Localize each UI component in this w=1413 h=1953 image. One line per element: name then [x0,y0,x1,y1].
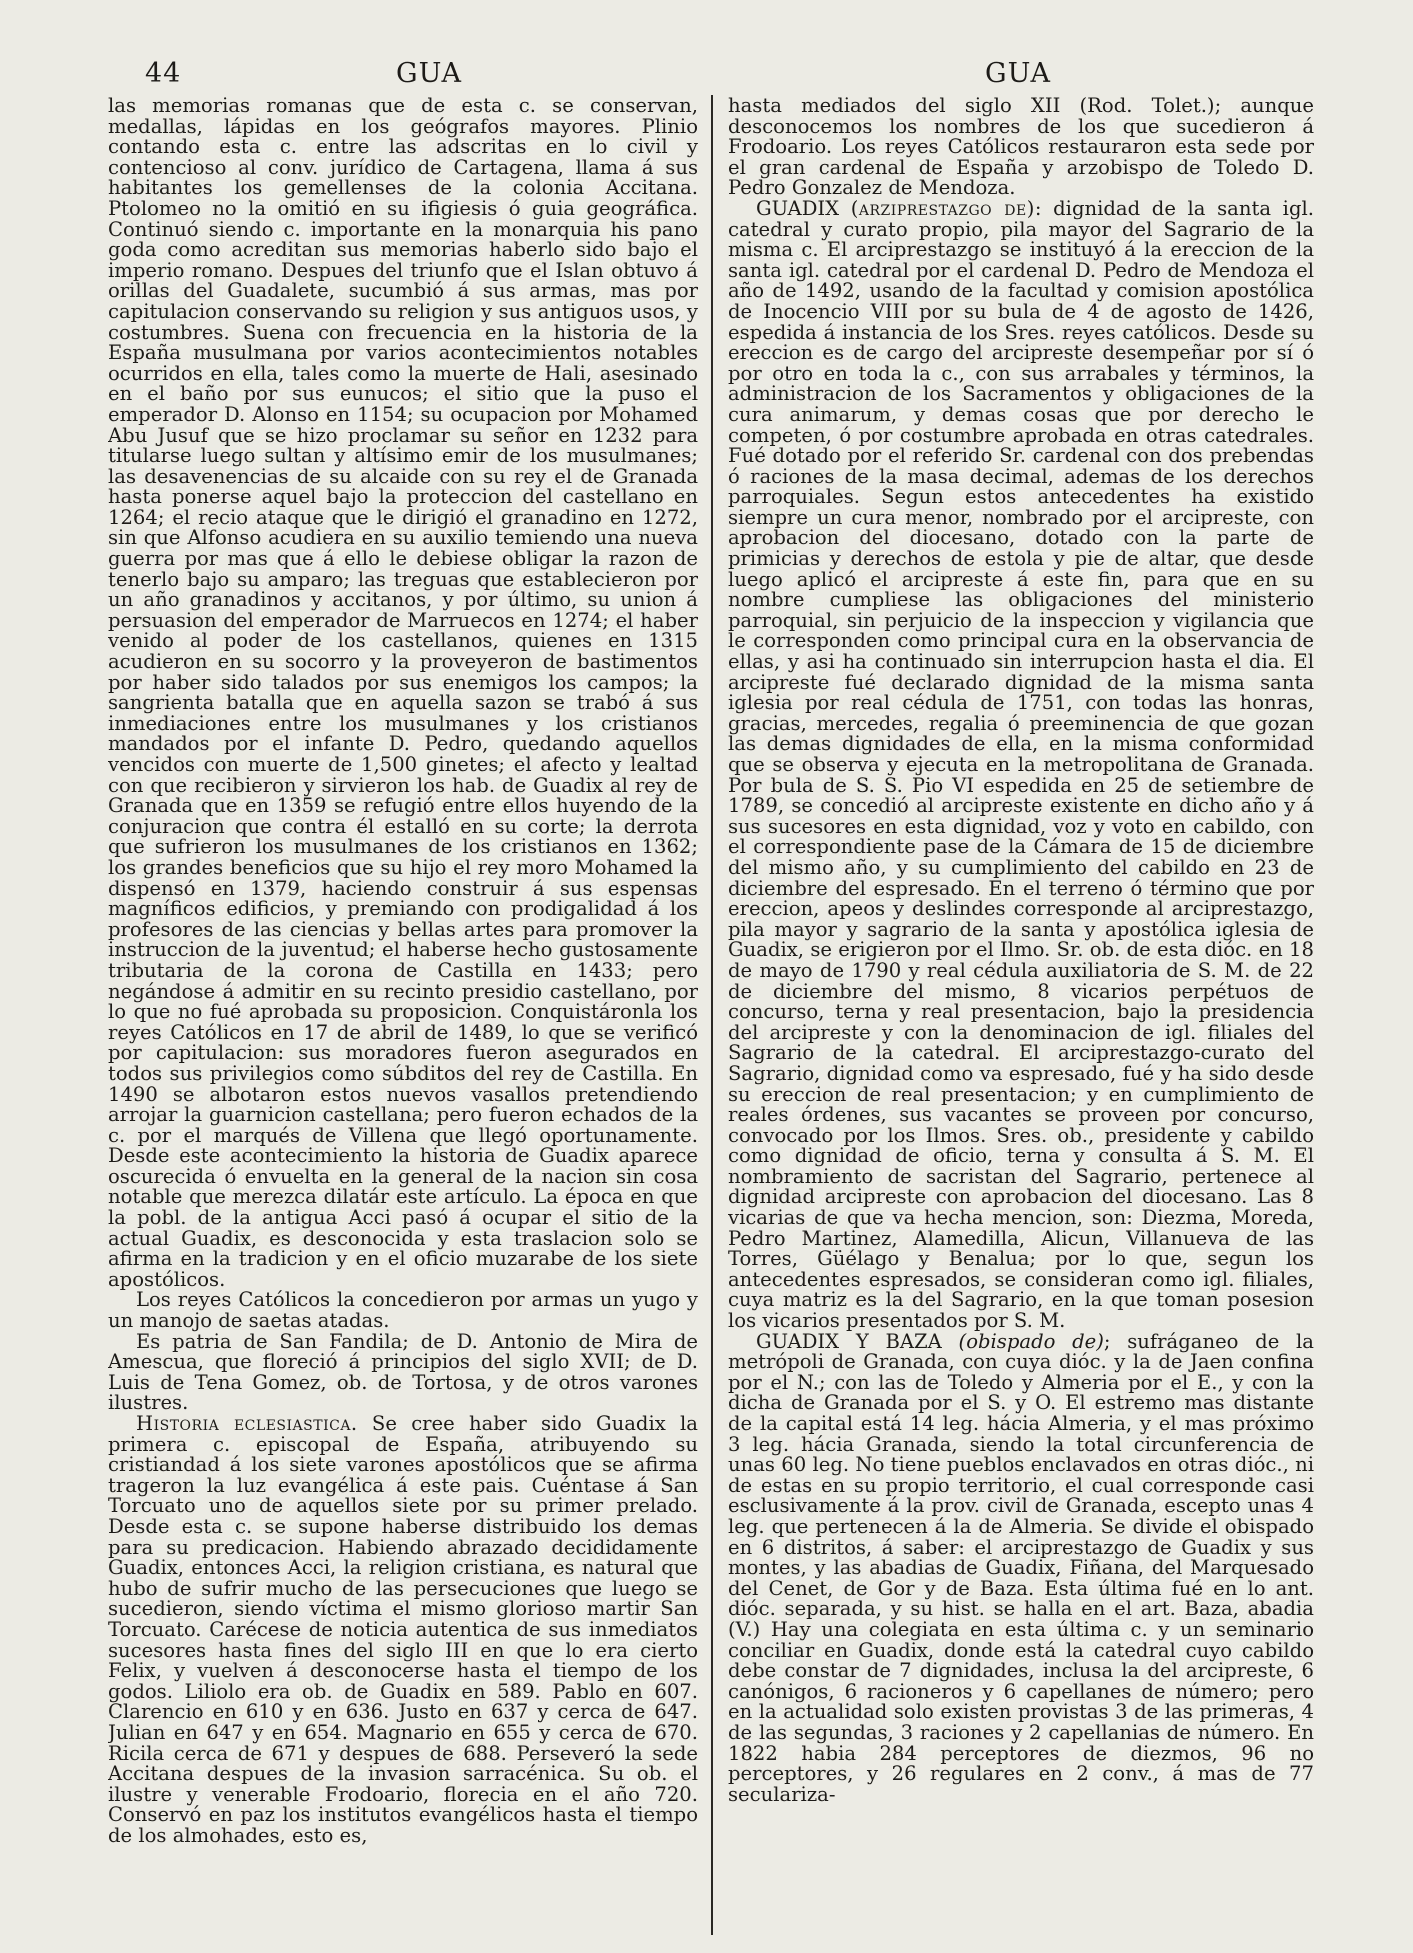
left-column [108,96,698,1936]
left-paragraph-notables: Es patria de San Fandila; de D. Antonio de Mira de Amescua, que floreció á principios del siglo XVII; de D. Luis de Tena Gomez, ob. de Tortosa, y de otros varones ilustres. [108,1329,698,1415]
entry-guadix-y-baza [728,1329,1314,1806]
entry-subhead: (arziprestazgo de) [850,196,1035,220]
entry-guadix-arciprestazgo [728,196,1314,1333]
entry-subhead: (obispado de) [958,1329,1104,1353]
right-column [728,96,1314,1936]
left-paragraph-arms: Los reyes Católicos la concedieron por armas un yugo y un manojo de saetas atadas. [108,1288,698,1333]
running-head-left: GUA [396,58,462,89]
left-paragraph-history: las memorias romanas que de esta c. se conservan, medallas, lápidas en los geógrafos mayores. Plinio contando esta c. entre las adscritas en lo civil y contencioso al conv. jurídico de Cartagena, llama á sus habitantes los gemellenses de la colonia Accitana. Ptolomeo no la omitió en su ifigiesis ó guia geográfica. Continuó siendo c. importante en la monarquia his pano goda como acreditan sus memorias haberlo sido bajo el imperio romano. Despues del triunfo que el Islan obtuvo á orillas del Guadalete, sucumbió á sus armas, mas por capitulacion conservando su religion y sus antiguos usos, y costumbres. Suena con frecuencia en la historia de la España musulmana por varios acontecimientos notables ocurridos en ella, tales como la muerte de Hali, asesinado en el baño por sus eunucos; el sitio que la puso el emperador D. Alonso en 1154; su ocupacion por Mohamed Abu Jusuf que se hizo proclamar su señor en 1232 para titularse luego sultan y altísimo emir de los musulmanes; las desavenencias de su alcaide con su rey el de Granada hasta ponerse aquel bajo la proteccion del castellano en 1264; el recio ataque que le dirigió el granadino en 1272, sin que Alfonso acudiera en su auxilio temiendo una nueva guerra por mas que á ello le debiese obligar la razon de tenerlo bajo su amparo; las treguas que establecieron por un año granadinos y accitanos, y por último, su union á persuasion del emperador de Marruecos en 1274; el haber venido al poder de los castellanos, quienes en 1315 acudieron en su socorro y la proveyeron de bastimentos por haber sido talados por sus enemigos los campos; la sangrienta batalla que en aquella sazon se trabó á sus inmediaciones entre los musulmanes y los cristianos mandados por el infante D. Pedro, quedando aquellos vencidos con muerte de 1,500 ginetes; el afecto y lealtad con que recibieron y sirvieron los hab. de Guadix al rey de Granada que en 1359 se refugió entre ellos huyendo de la conjuracion que contra él estalló en su corte; la derrota que sufrieron los musulmanes de los cristianos en 1362; los grandes beneficios que su hijo el rey moro Mohamed la dispensó en 1379, haciendo construir á sus espensas magníficos edificios, y premiando con prodigalidad á los profesores de las ciencias y bellas artes para promover la instruccion de la juventud; el haberse hecho gustosamente tributaria de la corona de Castilla en 1433; pero negándose á admitir en su recinto presidio castellano, por lo que no fué aprobada su proposicion. Conquistáronla los reyes Católicos en 17 de abril de 1489, lo que se verificó por capitulacion: sus moradores fueron asegurados en todos sus privilegios como súbditos del rey de Castilla. En 1490 se albotaron estos nuevos vasallos pretendiendo arrojar la guarnicion castellana; pero fueron echados de la c. por el marqués de Villena que llegó oportunamente. Desde este acontecimiento la historia de Guadix aparece oscurecida ó envuelta en la general de la nacion sin cosa notable que merezca dilatár este artículo. La época en que la pobl. de la antigua Acci pasó á ocupar el sitio de la actual Guadix, es desconocida y esta traslacion solo se afirma en la tradicion y en el oficio muzarabe de los siete apostólicos. [108,96,698,1291]
entry-headword: GUADIX Y BAZA [756,1329,942,1353]
right-paragraph-continuation: hasta mediados del siglo XII (Rod. Tolet.); aunque desconocemos los nombres de los que sucedieron á Frodoario. Los reyes Católicos restauraron esta sede por el gran cardenal de España y arzobispo de Toledo D. Pedro Gonzalez de Mendoza. [728,96,1314,200]
left-paragraph-ecclesiastical [108,1414,698,1846]
entry-text: : dignidad de la santa igl. catedral y curato propio, pila mayor del Sagrario de la misma c. El arciprestazgo se instituyó á la ereccion de la santa igl. catedral por el cardenal D. Pedro de Mendoza el año de 1492, usando de la facultad y comision apostólica de Inocencio VIII por su bula de 4 de agosto de 1426, espedida á instancia de los Sres. reyes católicos. Desde su ereccion es de cargo del arcipreste desempeñar por sí ó por otro en toda la c., con sus arrabales y términos, la administracion de los Sacramentos y obligaciones de la cura animarum, y demas cosas que por derecho le competen, ó por costumbre aprobada en otras catedrales. Fué dotado por el referido Sr. cardenal con dos prebendas ó raciones de la masa decimal, ademas de los derechos parroquiales. Segun estos antecedentes ha existido siempre un cura menor, nombrado por el arcipreste, con aprobacion del diocesano, dotado con la parte de primicias y derechos de estola y pie de altar, que desde luego aplicó el arcipreste á este fin, para que en su nombre cumpliese las obligaciones del ministerio parroquial, sin perjuicio de la inspeccion y vigilancia que le corresponden como principal cura en la observancia de ellas, y asi ha continuado sin interrupcion hasta el dia. El arcipreste fué declarado dignidad de la misma santa iglesia por real cédula de 1751, con todas las honras, gracias, mercedes, regalia ó preeminencia de que gozan las demas dignidades de ella, en la misma conformidad que se observa y ejecuta en la metropolitana de Granada. Por bula de S. S. Pio VI espedida en 25 de setiembre de 1789, se concedió al arcipreste existente en dicho año y á sus sucesores en esta dignidad, voz y voto en cabildo, con el correspondiente pase de la Cámara de 15 de diciembre del mismo año, y su cumplimiento del cabildo en 23 de diciembre del espresado. En el terreno ó término que por ereccion, apeos y deslindes corresponde al arciprestazgo, pila mayor y sagrario de la santa y apostólica iglesia de Guadix, se erigieron por el Ilmo. Sr. ob. de esta dióc. en 18 de mayo de 1790 y real cédula auxiliatoria de S. M. de 22 de diciembre del mismo, 8 vicarios perpétuos de concurso, terna y real presentacion, bajo la presidencia del arcipreste y con la denominacion de igl. filiales del Sagrario de la catedral. El arciprestazgo-curato del Sagrario, dignidad como va espresado, fué y ha sido desde su ereccion de real presentacion; y en cumplimiento de reales órdenes, sus vacantes se proveen por concurso, convocado por los Ilmos. Sres. ob., presidente y cabildo como dignidad de oficio, terna y consulta á S. M. El nombramiento de sacristan del Sagrario, pertenece al dignidad arcipreste con aprobacion del diocesano. Las 8 vicarias de que va hecha mencion, son: Diezma, Moreda, Pedro Martinez, Alamedilla, Alicun, Villanueva de las Torres, Güélago y Benalua; por lo que, segun los antecedentes espresados, se consideran como igl. filiales, cuya matriz es la del Sagrario, en la que toman posesion los vicarios presentados por S. M. [728,196,1314,1333]
entry-headword: GUADIX [756,196,840,220]
entry-text: ; sufráganeo de la metrópoli de Granada, con cuya dióc. y la de Jaen confina por el N.; con las de Toledo y Almeria por el E., y con la dicha de Granada por el S. y O. El estremo mas distante de la capital está 14 leg. hácia Almeria, y el mas próximo 3 leg. hácia Granada, siendo la total circunferencia de unas 60 leg. No tiene pueblos enclavados en otras dióc., ni de estas en su propio territorio, el cual corresponde casi esclusivamente á la prov. civil de Granada, escepto unas 4 leg. que pertenecen á la de Almeria. Se divide el obispado en 6 distritos, á saber: el arciprestazgo de Guadix y sus montes, y las abadias de Guadix, Fiñana, del Marquesado del Cenet, de Gor y de Baza. Esta última fué en lo ant. dióc. separada, y su hist. se halla en el art. Baza, abadia (V.) Hay una colegiata en esta última c. y un seminario conciliar en Guadix, donde está la catedral cuyo cabildo debe constar de 7 dignidades, inclusa la del arcipreste, 6 canónigos, 6 racioneros y 6 capellanes de número; pero en la actualidad solo existen provistas 3 de las primeras, 4 de las segundas, 3 raciones y 2 capellanias de número. En 1822 habia 284 perceptores de diezmos, 96 no perceptores, y 26 regulares en 2 conv., á mas de 77 seculariza- [728,1329,1314,1806]
ecclesiastical-text: Se cree haber sido Guadix la primera c. episcopal de España, atribuyendo su cristiandad á los siete varones apostólicos que se afirma trageron la luz evangélica á este pais. Cuéntase á San Torcuato uno de aquellos siete por su primer prelado. Desde esta c. se supone haberse distribuido los demas para su predicacion. Habiendo abrazado decididamente Guadix, entonces Acci, la religion cristiana, es natural que hubo de sufrir mucho de las persecuciones que luego se sucedieron, siendo víctima el mismo glorioso martir San Torcuato. Carécese de noticia autentica de sus inmediatos sucesores hasta fines del siglo III en que lo era cierto Felix, y vuelven á desconocerse hasta el tiempo de los godos. Liliolo era ob. de Guadix en 589. Pablo en 607. Clarencio en 610 y en 636. Justo en 637 y cerca de 647. Julian en 647 y en 654. Magnario en 655 y cerca de 670. Ricila cerca de 671 y despues de 688. Perseveró la sede Accitana despues de la invasion sarracénica. Su ob. el ilustre y venerable Frodoario, florecia en el año 720. Conservó en paz los institutos evangélicos hasta el tiempo de los almohades, esto es, [108,1412,698,1847]
section-lead-historia: Historia eclesiastica. [136,1412,358,1435]
page-number: 44 [145,58,182,89]
running-head-right: GUA [985,58,1051,89]
column-divider [711,95,713,1935]
